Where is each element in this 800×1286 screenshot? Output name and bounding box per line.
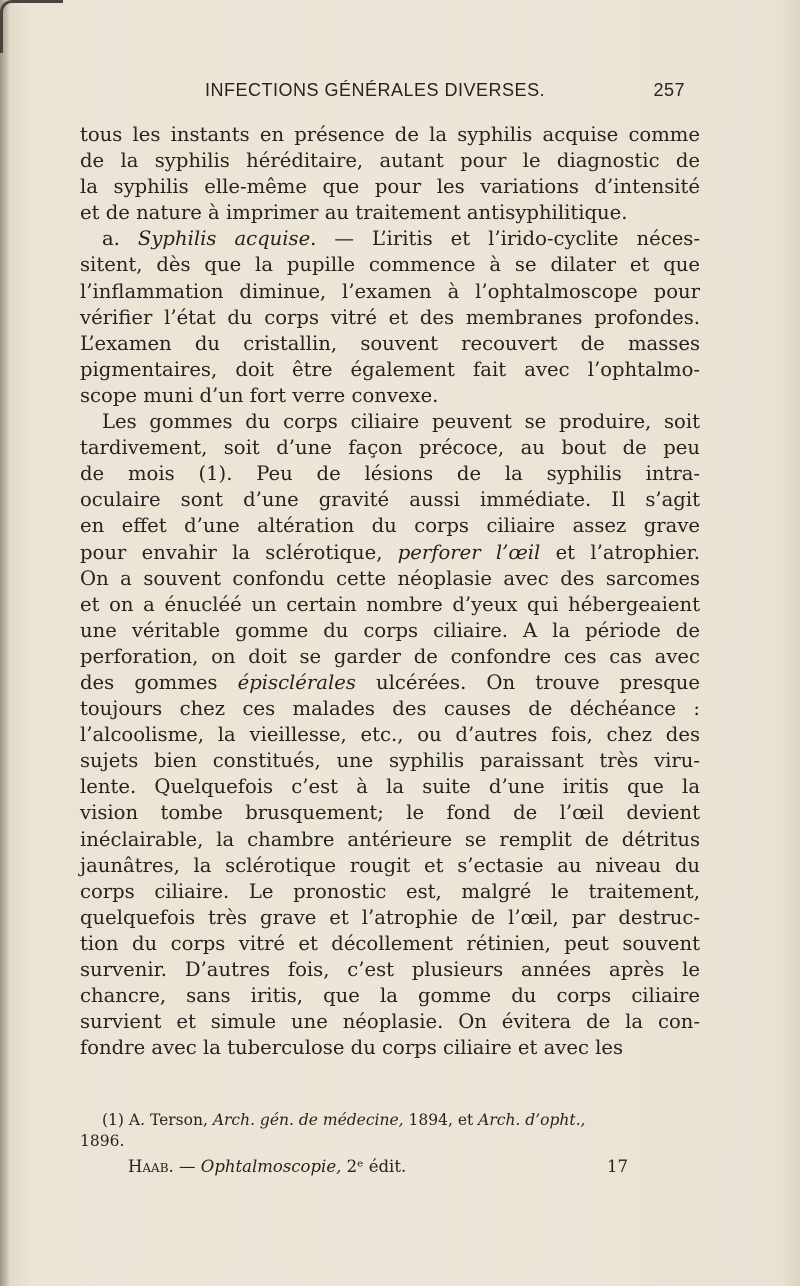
text-segment: ulcérées. On trouve presque	[355, 670, 700, 694]
text-line: sitent, dès que la pupille commence à se dilater et que	[80, 253, 700, 277]
text-line: tion du corps vitré et décollement rétinien, peut souvent	[80, 931, 700, 955]
footer-edition: 2ᵉ édit.	[346, 1157, 407, 1176]
footnote-author: A. Terson,	[128, 1111, 208, 1129]
body-text	[80, 122, 700, 1061]
text-line: fondre avec la tuberculose du corps ciliaire et avec les	[80, 1036, 624, 1060]
footnote	[80, 1110, 700, 1152]
italic-text-segment: épisclérales	[237, 670, 356, 694]
footer-author: Haab.	[128, 1157, 174, 1176]
text-line: de mois (1). Peu de lésions de la syphilis intra-	[80, 462, 700, 486]
text-line: jaunâtres, la sclérotique rougit et s’ectasie au niveau du	[80, 853, 700, 877]
text-line: tardivement, soit d’une façon précoce, au bout de peu	[80, 436, 700, 460]
text-line: chancre, sans iritis, que la gomme du corps ciliaire	[80, 984, 700, 1008]
text-line: tous les instants en présence de la syphilis acquise comme	[80, 123, 700, 146]
text-line: lente. Quelquefois c’est à la suite d’une iritis que la	[80, 775, 700, 799]
text-line: oculaire sont d’une gravité aussi immédiate. Il s’agit	[80, 488, 700, 512]
text-line: Les gommes du corps ciliaire peuvent se produire, soit	[102, 410, 700, 434]
signature-footer	[128, 1157, 628, 1179]
page-number: 257	[653, 80, 685, 100]
text-line: perforation, on doit se garder de confondre ces cas avec	[80, 644, 700, 668]
footnote-journal-1: Arch. gén. de médecine,	[212, 1111, 404, 1129]
text-line: inéclairable, la chambre antérieure se remplit de détritus	[80, 827, 700, 851]
text-line: scope muni d’un fort verre convexe.	[80, 383, 439, 407]
text-line: survient et simule une néoplasie. On évitera de la con-	[80, 1010, 700, 1034]
text-line: quelquefois très grave et l’atrophie de l’œil, par destruc-	[80, 905, 700, 929]
text-line: sujets bien constitués, une syphilis paraissant très viru-	[80, 749, 700, 773]
footer-signature	[128, 1157, 406, 1176]
footnote-year-2: 1896.	[80, 1132, 125, 1150]
footnote-journal-2: Arch. d’opht.,	[478, 1111, 586, 1129]
text-segment: et l’atrophier.	[540, 540, 700, 564]
text-line: de la syphilis héréditaire, autant pour le diagnostic de	[80, 149, 700, 173]
text-line	[80, 540, 700, 566]
footnote-year-1: 1894, et	[408, 1111, 474, 1129]
text-line: l’alcoolisme, la vieillesse, etc., ou d’autres fois, chez des	[80, 723, 700, 747]
text-segment: pour envahir la sclérotique,	[80, 540, 398, 564]
running-title: INFECTIONS GÉNÉRALES DIVERSES.	[205, 80, 546, 100]
text-line: vérifier l’état du corps vitré et des membranes profondes.	[80, 305, 700, 329]
text-line	[80, 226, 700, 252]
text-line: une véritable gomme du corps ciliaire. A la période de	[80, 618, 700, 642]
text-line: On a souvent confondu cette néoplasie avec des sarcomes	[80, 566, 700, 590]
page-corner-mark	[0, 0, 63, 53]
footer-dash: —	[179, 1157, 196, 1176]
text-line: l’inflammation diminue, l’examen à l’ophtalmoscope pour	[80, 279, 700, 303]
text-line: en effet d’une altération du corps ciliaire assez grave	[80, 514, 700, 538]
footer-book-title: Ophtalmoscopie,	[200, 1157, 342, 1176]
text-line: et de nature à imprimer au traitement antisyphilitique.	[80, 201, 628, 225]
text-segment: des gommes	[80, 670, 238, 694]
text-line: la syphilis elle-même que pour les variations d’intensité	[80, 175, 700, 199]
italic-text-segment: Syphilis acquise.	[137, 227, 317, 251]
footnote-marker: (1)	[102, 1111, 124, 1129]
italic-text-segment: perforer l’œil	[397, 540, 541, 564]
text-segment: — L’iritis et l’irido-cyclite néces-	[316, 227, 700, 251]
text-line: toujours chez ces malades des causes de déchéance :	[80, 697, 700, 721]
text-line: vision tombe brusquement; le fond de l’œil devient	[80, 801, 700, 825]
text-line: corps ciliaire. Le pronostic est, malgré le traitement,	[80, 879, 700, 903]
running-header	[205, 80, 685, 104]
text-line: et on a énucléé un certain nombre d’yeux qui hébergeaient	[80, 592, 700, 616]
page-edge-shadow	[0, 0, 10, 1286]
text-line: L’examen du cristallin, souvent recouvert de masses	[80, 331, 700, 355]
sheet-number: 17	[607, 1157, 628, 1176]
text-segment: a.	[102, 227, 138, 251]
text-line	[80, 670, 700, 696]
text-line: pigmentaires, doit être également fait avec l’ophtalmo-	[80, 357, 700, 381]
text-line: survenir. D’autres fois, c’est plusieurs années après le	[80, 958, 700, 981]
